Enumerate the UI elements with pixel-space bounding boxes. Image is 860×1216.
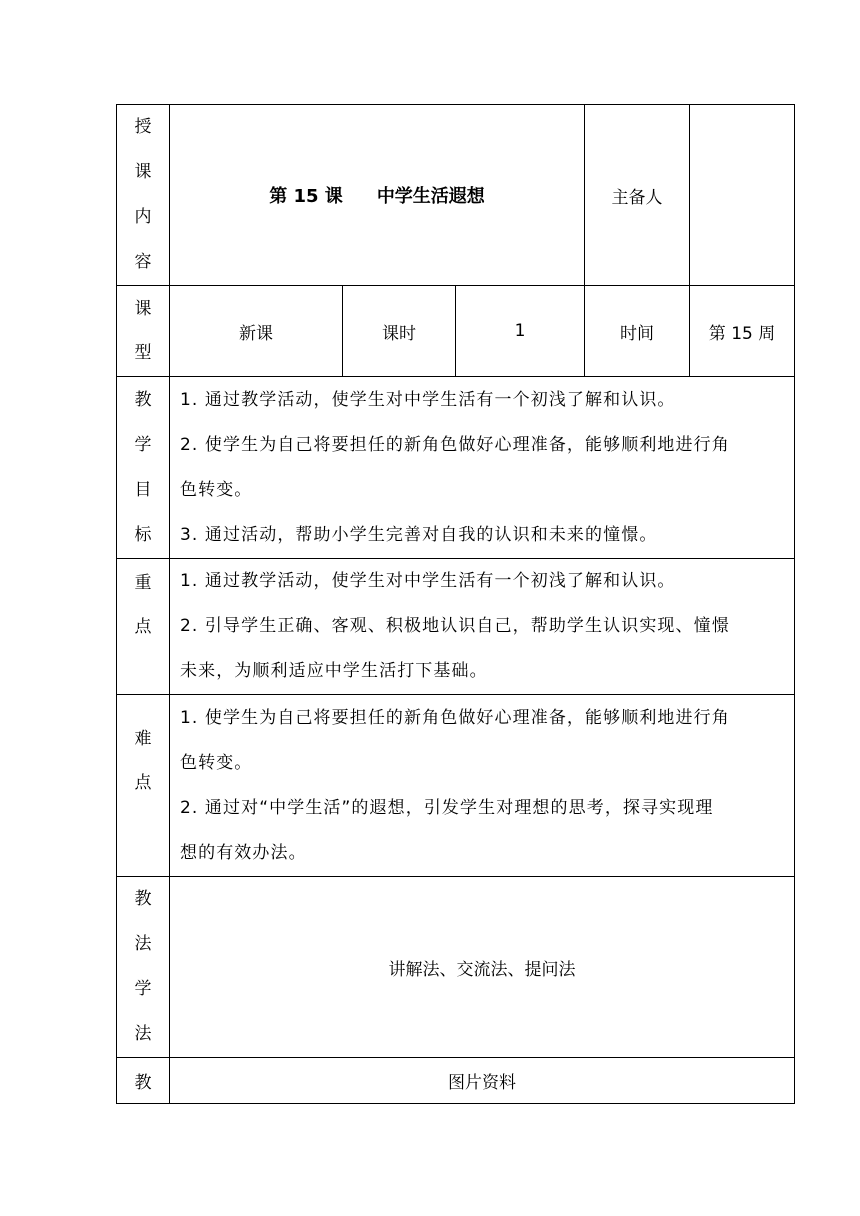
row-materials [117,1058,795,1104]
text-line: 1. 通过教学活动，使学生对中学生活有一个初浅了解和认识。 [180,389,676,410]
label-objectives [117,377,170,559]
row-key-points [117,559,795,695]
label-char: 课 [134,162,152,182]
text-line: 3. 通过活动，帮助小学生完善对自我的认识和未来的憧憬。 [180,524,658,545]
label-char: 教 [134,889,152,909]
text-line: 2. 使学生为自己将要担任的新角色做好心理准备，能够顺利地进行角 [180,434,730,455]
label-char: 法 [134,934,152,954]
text-line: 1. 通过教学活动，使学生对中学生活有一个初浅了解和认识。 [180,571,676,591]
lesson-number: 第 15 课 [269,186,343,207]
text-line: 色转变。 [180,479,253,500]
label-char: 学 [134,979,152,999]
hours-label: 课时 [343,286,456,377]
label-char: 教 [134,389,152,410]
label-char: 容 [134,252,152,272]
label-char: 重 [134,573,152,593]
row-lesson-type [117,286,795,377]
label-char: 学 [134,434,152,455]
row-lesson-content [117,105,795,286]
text-line: 色转变。 [180,752,253,773]
methods-value: 讲解法、交流法、提问法 [170,877,795,1058]
lesson-type-value: 新课 [170,286,343,377]
preparer-value [690,105,795,286]
label-char: 点 [134,773,152,793]
label-char: 法 [134,1024,152,1044]
label-char: 授 [134,117,152,137]
label-methods [117,877,170,1058]
label-char: 课 [134,299,152,319]
objectives-text [170,377,795,559]
row-difficulties [117,695,795,877]
materials-value: 图片资料 [170,1058,795,1104]
time-value: 第 15 周 [690,286,795,377]
label-char: 难 [134,729,152,749]
lesson-title-cell [170,105,585,286]
label-char: 标 [134,524,152,545]
text-line: 未来，为顺利适应中学生活打下基础。 [180,661,488,681]
label-lesson-type [117,286,170,377]
text-line: 2. 通过对“中学生活”的遐想，引发学生对理想的思考，探寻实现理 [180,797,714,818]
row-objectives [117,377,795,559]
label-char: 内 [134,207,152,227]
label-char: 型 [134,343,152,363]
text-line: 想的有效办法。 [180,842,307,863]
label-char: 目 [134,479,152,500]
text-line: 2. 引导学生正确、客观、积极地认识自己，帮助学生认识实现、憧憬 [180,616,730,636]
label-key-points [117,559,170,695]
label-difficulties [117,695,170,877]
key-points-text [170,559,795,695]
label-lesson-content [117,105,170,286]
text-line: 1. 使学生为自己将要担任的新角色做好心理准备，能够顺利地进行角 [180,707,730,728]
lesson-topic: 中学生活遐想 [376,186,485,207]
hours-value: 1 [456,286,585,377]
preparer-label: 主备人 [585,105,690,286]
label-materials [117,1058,170,1104]
label-char: 教 [134,1073,152,1093]
time-label: 时间 [585,286,690,377]
row-methods [117,877,795,1058]
difficulties-text [170,695,795,877]
lesson-plan-table [116,104,795,1104]
label-char: 点 [134,617,152,637]
